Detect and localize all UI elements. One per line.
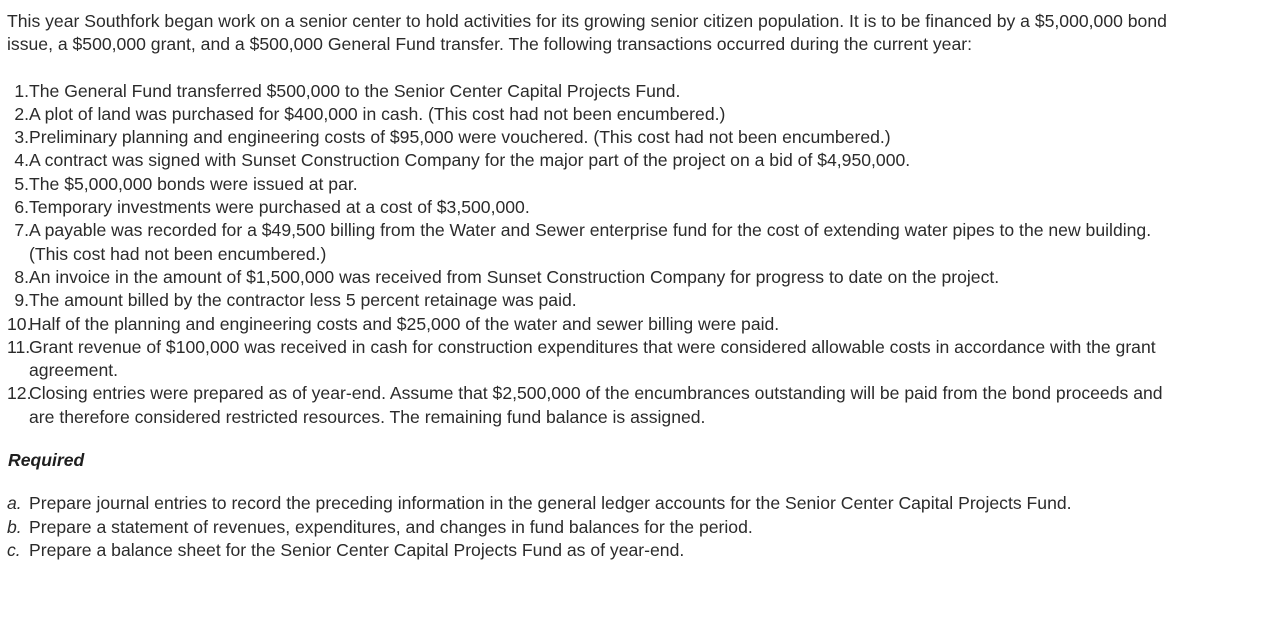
- problem-document: [7, 10, 1187, 562]
- item-text: Prepare a balance sheet for the Senior Center Capital Projects Fund as of year-end.: [29, 539, 685, 560]
- item-text: An invoice in the amount of $1,500,000 was received from Sunset Construction Company for progress to date on the project.: [29, 266, 1000, 287]
- item-text: Prepare a statement of revenues, expenditures, and changes in fund balances for the period.: [29, 516, 753, 537]
- list-item: [7, 126, 1187, 149]
- item-text: The $5,000,000 bonds were issued at par.: [29, 173, 358, 194]
- item-text: The amount billed by the contractor less 5 percent retainage was paid.: [29, 290, 577, 311]
- item-number: 1.: [14, 80, 29, 101]
- item-text: A plot of land was purchased for $400,000 in cash. (This cost had not been encumbered.): [29, 103, 726, 124]
- item-letter: b.: [7, 516, 22, 537]
- item-letter: a.: [7, 493, 22, 514]
- required-heading: Required: [8, 450, 85, 471]
- item-number: 2.: [14, 103, 29, 124]
- item-text: Half of the planning and engineering costs and $25,000 of the water and sewer billing were paid.: [29, 313, 780, 334]
- item-number: 9.: [14, 290, 29, 311]
- item-number: 11.: [7, 336, 31, 357]
- list-item: [7, 382, 1187, 429]
- list-item: [7, 492, 1187, 515]
- list-item: [7, 516, 1187, 539]
- item-text: A payable was recorded for a $49,500 billing from the Water and Sewer enterprise fund for the cost of extending water pipes to the new building. (This cost had not been encumbered.): [29, 220, 1152, 264]
- item-number: 12.: [7, 383, 32, 404]
- item-text: Prepare journal entries to record the preceding information in the general ledger accounts for the Senior Center Capital Projects Fund.: [29, 493, 1072, 514]
- item-text: The General Fund transferred $500,000 to the Senior Center Capital Projects Fund.: [29, 80, 681, 101]
- list-item: [7, 80, 1187, 103]
- item-number: 8.: [14, 266, 29, 287]
- list-item: [7, 103, 1187, 126]
- item-text: Preliminary planning and engineering costs of $95,000 were vouchered. (This cost had not been encumbered.): [29, 127, 891, 148]
- list-item: [7, 336, 1187, 383]
- list-item: [7, 149, 1187, 172]
- list-item: [7, 196, 1187, 219]
- item-text: Closing entries were prepared as of year-end. Assume that $2,500,000 of the encumbrances outstanding will be paid from the bond proceeds and are therefore considered restricted resources. The remaining fund balance is assigned.: [29, 383, 1163, 427]
- item-letter: c.: [7, 539, 21, 560]
- list-item: [7, 289, 1187, 312]
- item-text: Temporary investments were purchased at a cost of $3,500,000.: [29, 197, 530, 218]
- requirements-list: [7, 492, 1187, 562]
- transaction-list: [7, 80, 1187, 429]
- item-number: 5.: [14, 173, 29, 194]
- list-item: [7, 539, 1187, 562]
- item-number: 4.: [14, 150, 29, 171]
- list-item: [7, 266, 1187, 289]
- item-number: 10.: [7, 313, 32, 334]
- intro-paragraph: This year Southfork began work on a senior center to hold activities for its growing senior citizen population. It is to be financed by a $5,000,000 bond issue, a $500,000 grant, and a $500,000 General Fund transfer. The following transactions occurred during the current year:: [7, 11, 1167, 55]
- item-text: A contract was signed with Sunset Construction Company for the major part of the project on a bid of $4,950,000.: [29, 150, 911, 171]
- list-item: [7, 219, 1187, 266]
- item-number: 3.: [14, 127, 29, 148]
- item-number: 7.: [14, 220, 29, 241]
- list-item: [7, 313, 1187, 336]
- item-text: Grant revenue of $100,000 was received in cash for construction expenditures that were considered allowable costs in accordance with the grant agreement.: [29, 336, 1156, 381]
- item-number: 6.: [14, 197, 29, 218]
- list-item: [7, 173, 1187, 196]
